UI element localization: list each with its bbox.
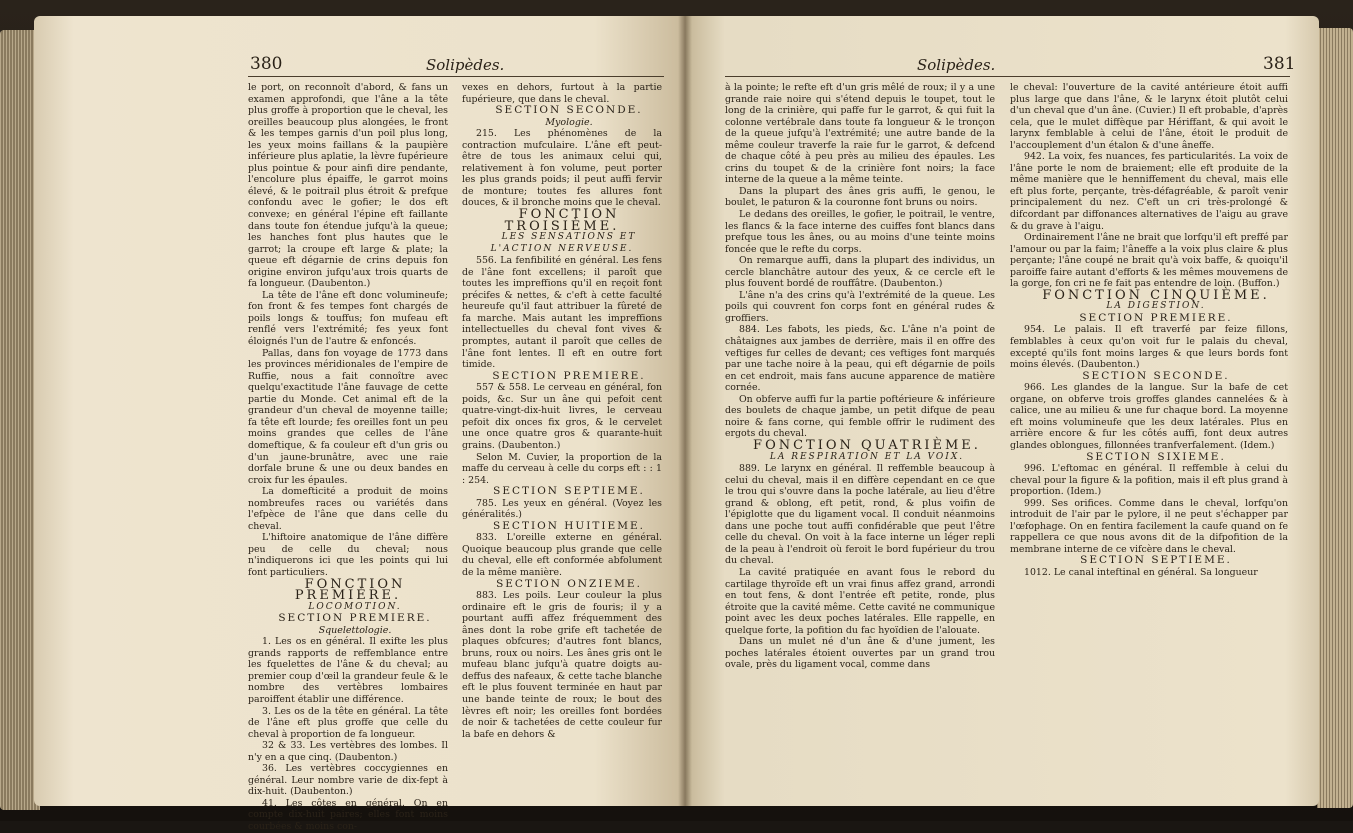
paragraph: le port, on reconnoît d'abord, & fans un examen approfondi, que l'âne a la tête plus groffe à proportion que le cheval, les oreilles beaucoup plus alongées, le front & les tempes garnis d'un poil plus long, les yeux moins faillans & la paupière inférieure plus aplatie, la lèvre fupérieure plus pointue & pour ainfi dire pendante, l'encolure plus épaiffe, le garrot moins élevé, & le poitrail plus étroit & prefque confondu avec le gofier; le dos eft convexe; en général l'épine eft faillante dans toute fon étendue jufqu'à la queue; les hanches font plus hautes que le garrot; la croupe eft large & plate; la queue eft dégarnie de crins depuis fon origine environ jufqu'aux trois quarts de fa longueur. (Daubenton.) [248, 82, 448, 290]
paragraph: 785. Les yeux en général. (Voyez les généralités.) [462, 497, 662, 521]
subheading: Squelettologie. [318, 624, 392, 636]
left-page [34, 16, 685, 832]
paragraph: 215. Les phénomènes de la contraction mufculaire. L'âne eft peut-être de tous les animaux celui qui, relativement à fon volume, peut porter les plus grands poids; il peut auffi fervir de monture; toutes fes allures font douces, & il bronche moins que le cheval. [462, 128, 662, 209]
paragraph: 954. Le palais. Il eft traverfé par feize fillons, femblables à ceux qu'on voit fur le palais du cheval, excepté qu'ils font moins larges & que leurs bords font moins élevés. (Daubenton.) [1010, 324, 1288, 371]
paragraph: On obferve auffi fur la partie poftérieure & inférieure des boulets de chaque jambe, un petit difque de peau noire & fans corne, qui femble offrir le rudiment des ergots du cheval. [725, 393, 995, 440]
paragraph: 557 & 558. Le cerveau en général, fon poids, &c. Sur un âne qui pefoit cent quatre-vingt-dix-huit livres, le cerveau pefoit dix onces fix gros, & le cervelet une once quatre gros & quarante-huit grains. (Daubenton.) [462, 382, 662, 451]
paragraph: 966. Les glandes de la langue. Sur la bafe de cet organe, on obferve trois groffes glandes cannelées & à calice, une au milieu & une fur chaque bord. La moyenne eft moins volumineufe que les deux latérales. Plus en arrière encore & fur les côtés auffi, font deux autres glandes oblongues, fillonnées tranfverfalement. (Idem.) [1010, 382, 1288, 451]
section-heading: SECTION SEPTIEME. [493, 485, 645, 498]
paragraph: 884. Les fabots, les pieds, &c. L'âne n'a point de châtaignes aux jambes de derrière, mais il en offre des veftiges fur celles de devant; ces veftiges font marqués par une tache noire à la peau, qui eft dégarnie de poils en cet endroit, mais fans aucune apparence de matière cornée. [725, 324, 995, 394]
paragraph: à la pointe; le refte eft d'un gris mêlé de roux; il y a une grande raie noire qui s'étend depuis le toupet, tout le long de la crinière, qui paffe fur le garrot, & qui fuit la colonne vertébrale dans toute fa longueur & le tronçon de la queue jufqu'à l'extrémité; une autre bande de la même couleur traverfe la raie fur le garrot, & defcend de chaque côté à peu près au milieu des épaules. Les crins du toupet & de la crinière font noirs; la face interne de la queue a la même teinte. [725, 82, 995, 186]
paragraph: Ordinairement l'âne ne brait que lorfqu'il eft preffé par l'amour ou par la faim; l'âneffe a la voix plus claire & plus perçante; l'âne coupé ne brait qu'à voix baffe, & quoiqu'il paroiffe faire autant d'efforts & les mêmes mouvemens de la gorge, fon cri ne fe fait pas entendre de loin. (Buffon.) [1010, 232, 1288, 290]
right-page-number: 381 [1263, 54, 1296, 74]
paragraph: La domefticité a produit de moins nombreufes races ou variétés dans l'efpèce de l'âne que dans celle du cheval. [248, 486, 448, 532]
paragraph: L'âne n'a des crins qu'à l'extrémité de la queue. Les poils qui couvrent fon corps font en général rudes & groffiers. [725, 289, 995, 324]
subheading: LOCOMOTION. [308, 601, 402, 612]
paragraph: Dans la plupart des ânes gris auffi, le genou, le boulet, le paturon & la couronne font bruns ou noirs. [725, 185, 995, 209]
left-running-head: Solipèdes. [426, 56, 505, 74]
fonction-heading: FONCTION CINQUIÈME. [1042, 287, 1270, 303]
fonction-heading: FONCTION PREMIÈRE. [294, 576, 406, 604]
paragraph: 999. Ses orifices. Comme dans le cheval, lorfqu'on introduit de l'air par le pylore, il ne peut s'échapper par l'œfophage. On en fentira facilement la caufe quand on fe rappellera ce que nous avons dit de la difpofition de la membrane interne de ce vifcère dans le cheval. [1010, 497, 1288, 555]
right-page [685, 16, 1319, 806]
paragraph: 942. La voix, fes nuances, fes particularités. La voix de l'âne porte le nom de braiement; elle eft produite de la même manière que le henniffement du cheval, mais elle eft plus forte, perçante, très-défagréable, & paroît venir principalement du nez. C'eft un cri très-prolongé & difcordant par diffonances alternatives de l'aigu au grave & du grave à l'aigu. [1010, 151, 1288, 232]
paragraph: La cavité pratiquée en avant fous le rebord du cartilage thyroïde eft un vrai finus affez grand, arrondi en tout fens, & dont l'entrée eft petite, ronde, plus étroite que la cavité même. Cette cavité ne communique point avec les deux poches latérales. Elle rappelle, en quelque forte, la pofition du fac hyoïdien de l'alouate. [725, 566, 995, 636]
paragraph: 883. Les poils. Leur couleur la plus ordinaire eft le gris de fouris; il y a pourtant auffi affez fréquemment des ânes dont la robe grife eft tachetée de plaques obfcures; d'autres font blancs, bruns, roux ou noirs. Les ânes gris ont le mufeau blanc jufqu'à quatre doigts au-deffus des nafeaux, & cette tache blanche eft le plus fouvent terminée en haut par une bande teinte de roux; le bout des lèvres eft noir; les oreilles font bordées de noir & tachetées de cette couleur fur la bafe en dehors & [462, 590, 662, 740]
paragraph: 36. Les vertèbres coccygiennes en général. Leur nombre varie de dix-fept à dix-huit. (Daubenton.) [248, 763, 448, 798]
section-heading: SECTION SECONDE. [495, 104, 643, 117]
subheading: LES SENSATIONS ET L'ACTION NERVEUSE. [490, 232, 637, 254]
paragraph: La tête de l'âne eft donc volumineufe; fon front & fes tempes font chargés de poils longs & touffus; fon mufeau eft renflé vers l'extrémité; fes yeux font éloignés l'un de l'autre & enfoncés. [248, 289, 448, 348]
paragraph: 3. Les os de la tête en général. La tête de l'âne eft plus groffe que celle du cheval à proportion de fa longueur. [248, 705, 448, 740]
paragraph: Dans un mulet né d'un âne & d'une jument, les poches latérales étoient ouvertes par un grand trou ovale, près du ligament vocal, comme dans [725, 636, 995, 671]
book-gutter [678, 16, 692, 806]
paragraph: Selon M. Cuvier, la proportion de la maffe du cerveau à celle du corps eft : : 1 : 254. [462, 451, 662, 486]
paragraph: Le dedans des oreilles, le gofier, le poitrail, le ventre, les flancs & la face interne des cuiffes font blancs dans prefque tous les ânes, ou au moins d'une teinte moins foncée que le refte du corps. [725, 209, 995, 255]
right-column-2 [1010, 82, 1288, 802]
paragraph: 41. Les côtes en général. On en compte dix-huit paires; elles font moins courbées & moins con- [248, 797, 448, 832]
left-head-rule [248, 76, 664, 77]
page-edges-right [1317, 28, 1353, 808]
subheading: LA RESPIRATION ET LA VOIX. [769, 451, 965, 462]
paragraph: 833. L'oreille externe en général. Quoique beaucoup plus grande que celle du cheval, elle eft conformée abfolument de la même manière. [462, 532, 662, 578]
right-column-1 [725, 82, 995, 802]
left-page-number: 380 [250, 54, 283, 74]
section-heading: SECTION HUITIEME. [493, 519, 645, 532]
right-running-head: Solipèdes. [917, 56, 996, 74]
paragraph: Pallas, dans fon voyage de 1773 dans les provinces méridionales de l'empire de Ruffie, nous a fait connoître avec quelqu'exactitude l'âne fauvage de cette partie du Monde. Cet animal eft de la grandeur d'un cheval de moyenne taille; fa tête eft lourde; fes oreilles font un peu moins grandes que celles de l'âne domeftique, & fa couleur eft d'un gris ou d'un jaune-brunâtre, avec une raie dorfale brune & une ou deux bandes en croix fur les épaules. [248, 347, 448, 486]
subheading: Myologie. [545, 116, 593, 128]
section-heading: SECTION PREMIERE. [278, 612, 432, 625]
fonction-heading: FONCTION TROISIÈME. [504, 207, 620, 234]
left-column-2 [462, 82, 662, 802]
paragraph: 32 & 33. Les vertèbres des lombes. Il n'y en a que cinq. (Daubenton.) [248, 740, 448, 763]
paragraph: 1. Les os en général. Il exifte les plus grands rapports de reffemblance entre les fquelettes de l'âne & du cheval; au premier coup d'œil la grandeur feule & le nombre des vertèbres lombaires paroiffent établir une différence. [248, 636, 448, 705]
paragraph: 889. Le larynx en général. Il reffemble beaucoup à celui du cheval, mais il en diffère cependant en ce que le trou qui s'ouvre dans la poche latérale, au lieu d'être grand & oblong, eft petit, rond, & plus voifin de l'épiglotte que du ligament vocal. Il conduit néanmoins dans une poche tout auffi confidérable que peut l'être celle du cheval. On voit à la face interne un léger repli de la peau à l'endroit où feroit le bord fupérieur du trou du cheval. [725, 463, 995, 567]
paragraph: 1012. Le canal inteftinal en général. Sa longueur [1024, 566, 1258, 578]
section-heading: SECTION PREMIERE. [492, 369, 646, 382]
section-heading: SECTION SECONDE. [1082, 369, 1230, 382]
left-column-1 [248, 82, 448, 832]
section-heading: SECTION ONZIEME. [496, 577, 642, 590]
right-head-rule [725, 76, 1290, 77]
paragraph: le cheval: l'ouverture de la cavité antérieure étoit auffi plus large que dans l'âne, & le larynx étoit plutôt celui d'un cheval que d'un âne. (Cuvier.) Il eft probable, d'après cela, que le mulet diffèque par Hériffant, & qui avoit le larynx femblable à celui de l'âne, étoit le produit de l'accouplement d'un étalon & d'une âneffe. [1010, 82, 1288, 151]
paragraph: 996. L'eftomac en général. Il reffemble à celui du cheval pour la figure & la pofition, mais il eft plus grand à proportion. (Idem.) [1010, 463, 1288, 498]
paragraph: On remarque auffi, dans la plupart des individus, un cercle blanchâtre autour des yeux, & ce cercle eft le plus fouvent bordé de rouffâtre. (Daubenton.) [725, 255, 995, 290]
section-heading: SECTION SEPTIEME. [1080, 554, 1232, 567]
paragraph: L'hiftoire anatomique de l'âne diffère peu de celle du cheval; nous n'indiquerons ici que les points qui lui font particuliers. [248, 532, 448, 578]
paragraph: vexes en dehors, furtout à la partie fupérieure, que dans le cheval. [462, 82, 662, 105]
paragraph: 556. La fenfibilité en général. Les fens de l'âne font excellens; il paroît que toutes les impreffions qu'il en reçoit font précifes & nettes, & c'eft à cette faculté heureufe qu'il faut attribuer la fûreté de fa marche. Mais autant les impreffions intellectuelles du cheval font vives & promptes, autant il paroît que celles de l'âne font lentes. Il eft en outre fort timide. [462, 255, 662, 371]
section-heading: SECTION PREMIERE. [1079, 311, 1233, 324]
section-heading: SECTION SIXIEME. [1086, 450, 1226, 463]
subheading: LA DIGESTION. [1106, 301, 1206, 312]
fonction-heading: FONCTION QUATRIÈME. [753, 437, 981, 453]
